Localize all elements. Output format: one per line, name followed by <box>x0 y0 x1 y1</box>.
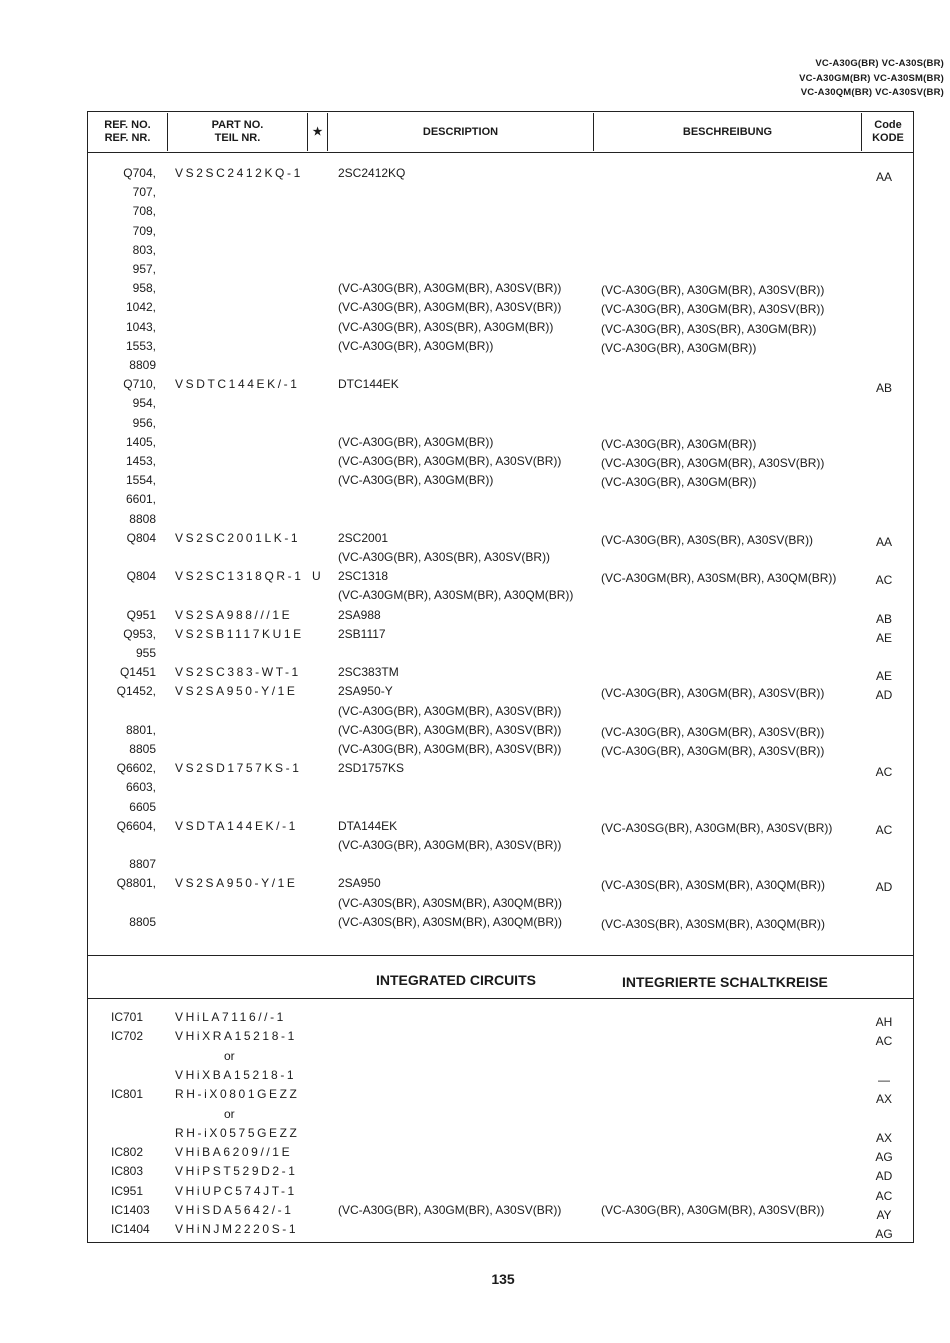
ref-no: IC802 <box>111 1145 144 1159</box>
col-star-label: ★ <box>312 125 323 138</box>
col-besch-label: BESCHREIBUNG <box>682 125 773 138</box>
code: AC <box>875 1189 893 1203</box>
part-no: VHiPST529D2-1 <box>175 1164 298 1178</box>
ref-no: 8805 <box>129 742 156 756</box>
ref-no: Q6604, <box>116 819 156 833</box>
col-desc-header <box>328 113 594 151</box>
beschreibung: (VC-A30G(BR), A30S(BR), A30SV(BR)) <box>601 533 814 547</box>
ref-no: 954, <box>132 396 156 410</box>
beschreibung: (VC-A30G(BR), A30GM(BR), A30SV(BR)) <box>601 456 825 470</box>
part-no: VHiUPC574JT-1 <box>175 1184 297 1198</box>
part-no: VS2SA988///1E <box>175 608 293 622</box>
part-no: VS2SB1117KU1E <box>175 627 304 641</box>
beschreibung: (VC-A30G(BR), A30GM(BR), A30SV(BR)) <box>601 686 825 700</box>
divider <box>88 998 914 999</box>
code: AY <box>876 1208 892 1222</box>
part-no: VS2SA950-Y/1E <box>175 684 298 698</box>
col-ref-label-de: REF. NR. <box>104 132 151 144</box>
part-no: VHiBA6209//1E <box>175 1145 293 1159</box>
star-flag: U <box>312 569 321 583</box>
beschreibung: (VC-A30SG(BR), A30GM(BR), A30SV(BR)) <box>601 821 833 835</box>
part-no: or <box>224 1107 235 1121</box>
part-no: RH-iX0801GEZZ <box>175 1087 300 1101</box>
ref-no: Q8801, <box>116 876 156 890</box>
ref-no: 1554, <box>125 473 156 487</box>
col-besch-header <box>594 113 862 151</box>
code: AG <box>875 1227 893 1241</box>
description: DTA144EK <box>338 819 398 833</box>
code: AD <box>875 688 893 702</box>
code: AA <box>875 170 892 184</box>
beschreibung: (VC-A30G(BR), A30GM(BR), A30SV(BR)) <box>601 1203 825 1217</box>
ref-no: 8801, <box>125 723 156 737</box>
description: 2SA950-Y <box>338 684 393 698</box>
description: (VC-A30G(BR), A30GM(BR), A30SV(BR)) <box>338 704 562 718</box>
ref-no: Q951 <box>126 608 156 622</box>
description: (VC-A30G(BR), A30GM(BR), A30SV(BR)) <box>338 838 562 852</box>
description: 2SC2412KQ <box>338 166 406 180</box>
code: — <box>878 1073 890 1087</box>
ref-no: 8809 <box>129 358 156 372</box>
ref-no: 1043, <box>125 320 156 334</box>
col-ref-header <box>88 113 168 151</box>
ref-no: Q704, <box>123 166 156 180</box>
part-no: VSDTC144EK/-1 <box>175 377 300 391</box>
ref-no: 955 <box>135 646 156 660</box>
description: (VC-A30G(BR), A30S(BR), A30GM(BR)) <box>338 320 554 334</box>
code: AA <box>875 535 892 549</box>
ref-no: 8808 <box>129 512 156 526</box>
ref-no: 709, <box>132 224 156 238</box>
table-header <box>88 113 914 153</box>
description: 2SD1757KS <box>338 761 405 775</box>
code: AX <box>875 1131 892 1145</box>
col-star-header <box>308 113 328 151</box>
code: AC <box>875 765 893 779</box>
beschreibung: (VC-A30G(BR), A30GM(BR), A30SV(BR)) <box>601 283 825 297</box>
description: (VC-A30G(BR), A30GM(BR), A30SV(BR)) <box>338 454 562 468</box>
ref-no: Q804 <box>126 569 156 583</box>
code: AE <box>875 669 892 683</box>
ref-no: IC803 <box>111 1164 144 1178</box>
code: AC <box>875 1034 893 1048</box>
col-desc-label: DESCRIPTION <box>422 125 499 138</box>
col-ref-label: REF. NO. <box>104 119 151 131</box>
ref-no: 6605 <box>129 800 156 814</box>
page-number: 135 <box>491 1271 515 1287</box>
ref-no: 6601, <box>125 492 156 506</box>
description: 2SC1318 <box>338 569 389 583</box>
code: AD <box>875 1169 893 1183</box>
model-line: VC-A30GM(BR) VC-A30SM(BR) <box>799 72 944 84</box>
description: 2SA988 <box>338 608 381 622</box>
part-no: VS2SC383-WT-1 <box>175 665 301 679</box>
part-no: VS2SA950-Y/1E <box>175 876 298 890</box>
description: (VC-A30G(BR), A30GM(BR)) <box>338 435 494 449</box>
ref-no: 8805 <box>129 915 156 929</box>
ref-no: 956, <box>132 416 156 430</box>
col-code-label: Code <box>874 119 902 131</box>
ref-no: 708, <box>132 204 156 218</box>
description: (VC-A30G(BR), A30GM(BR), A30SV(BR)) <box>338 742 562 756</box>
section-title-de: INTEGRIERTE SCHALTKREISE <box>622 974 828 990</box>
ref-no: 957, <box>132 262 156 276</box>
model-list <box>799 57 944 101</box>
col-part-label: PART NO. <box>211 119 264 131</box>
part-no: VS2SC2412KQ-1 <box>175 166 303 180</box>
code: AB <box>875 612 892 626</box>
code: AD <box>875 880 893 894</box>
beschreibung: (VC-A30G(BR), A30S(BR), A30GM(BR)) <box>601 322 817 336</box>
ref-no: Q1451 <box>119 665 156 679</box>
ref-no: IC701 <box>111 1010 144 1024</box>
description: 2SA950 <box>338 876 381 890</box>
ref-no: 1453, <box>125 454 156 468</box>
beschreibung: (VC-A30G(BR), A30GM(BR), A30SV(BR)) <box>601 744 825 758</box>
ref-no: 958, <box>132 281 156 295</box>
part-no: VHiXBA15218-1 <box>175 1068 297 1082</box>
description: (VC-A30G(BR), A30S(BR), A30SV(BR)) <box>338 550 551 564</box>
beschreibung: (VC-A30S(BR), A30SM(BR), A30QM(BR)) <box>601 917 826 931</box>
code: AC <box>875 573 893 587</box>
beschreibung: (VC-A30G(BR), A30GM(BR)) <box>601 341 757 355</box>
part-no: VS2SD1757KS-1 <box>175 761 302 775</box>
part-no: VHiNJM2220S-1 <box>175 1222 299 1236</box>
beschreibung: (VC-A30G(BR), A30GM(BR)) <box>601 437 757 451</box>
ref-no: 6603, <box>125 780 156 794</box>
section-title: INTEGRATED CIRCUITS <box>376 972 536 988</box>
beschreibung: (VC-A30G(BR), A30GM(BR), A30SV(BR)) <box>601 302 825 316</box>
ref-no: IC702 <box>111 1029 144 1043</box>
code: AG <box>875 1150 893 1164</box>
part-no: RH-iX0575GEZZ <box>175 1126 300 1140</box>
description: 2SC2001 <box>338 531 389 545</box>
description: (VC-A30S(BR), A30SM(BR), A30QM(BR)) <box>338 896 563 910</box>
ref-no: Q6602, <box>116 761 156 775</box>
part-no: VHiXRA15218-1 <box>175 1029 297 1043</box>
ref-no: IC951 <box>111 1184 144 1198</box>
col-part-label-de: TEIL NR. <box>214 132 261 144</box>
part-no: VHiSDA5642/-1 <box>175 1203 294 1217</box>
beschreibung: (VC-A30G(BR), A30GM(BR)) <box>601 475 757 489</box>
description: 2SC383TM <box>338 665 399 679</box>
description: (VC-A30G(BR), A30GM(BR)) <box>338 339 494 353</box>
beschreibung: (VC-A30S(BR), A30SM(BR), A30QM(BR)) <box>601 878 826 892</box>
part-no: VSDTA144EK/-1 <box>175 819 298 833</box>
ref-no: 707, <box>132 185 156 199</box>
part-no: VHiLA7116//-1 <box>175 1010 286 1024</box>
description: (VC-A30G(BR), A30GM(BR), A30SV(BR)) <box>338 1203 562 1217</box>
model-line: VC-A30G(BR) VC-A30S(BR) <box>815 58 944 69</box>
part-no: VS2SC1318QR-1 <box>175 569 304 583</box>
ref-no: Q953, <box>123 627 156 641</box>
description: (VC-A30GM(BR), A30SM(BR), A30QM(BR)) <box>338 588 574 602</box>
code: AX <box>875 1092 892 1106</box>
description: DTC144EK <box>338 377 399 391</box>
ref-no: Q1452, <box>116 684 156 698</box>
description: (VC-A30G(BR), A30GM(BR), A30SV(BR)) <box>338 300 562 314</box>
ref-no: IC1404 <box>111 1222 150 1236</box>
code: AH <box>875 1015 893 1029</box>
part-no: or <box>224 1049 235 1063</box>
ref-no: Q710, <box>123 377 156 391</box>
description: (VC-A30G(BR), A30GM(BR), A30SV(BR)) <box>338 281 562 295</box>
description: (VC-A30G(BR), A30GM(BR)) <box>338 473 494 487</box>
code: AE <box>875 631 892 645</box>
divider <box>88 955 914 956</box>
beschreibung: (VC-A30GM(BR), A30SM(BR), A30QM(BR)) <box>601 571 837 585</box>
beschreibung: (VC-A30G(BR), A30GM(BR), A30SV(BR)) <box>601 725 825 739</box>
description: (VC-A30G(BR), A30GM(BR), A30SV(BR)) <box>338 723 562 737</box>
part-no: VS2SC2001LK-1 <box>175 531 301 545</box>
ref-no: 8807 <box>129 857 156 871</box>
col-code-header <box>862 113 914 151</box>
ref-no: 1405, <box>125 435 156 449</box>
ref-no: IC801 <box>111 1087 144 1101</box>
description: 2SB1117 <box>338 627 386 641</box>
ref-no: IC1403 <box>111 1203 150 1217</box>
model-line: VC-A30QM(BR) VC-A30SV(BR) <box>800 87 944 98</box>
code: AC <box>875 823 893 837</box>
col-code-label-de: KODE <box>872 132 904 144</box>
col-part-header <box>168 113 308 151</box>
code: AB <box>875 381 892 395</box>
ref-no: Q804 <box>126 531 156 545</box>
ref-no: 1042, <box>125 300 156 314</box>
ref-no: 803, <box>132 243 156 257</box>
ref-no: 1553, <box>125 339 156 353</box>
description: (VC-A30S(BR), A30SM(BR), A30QM(BR)) <box>338 915 563 929</box>
